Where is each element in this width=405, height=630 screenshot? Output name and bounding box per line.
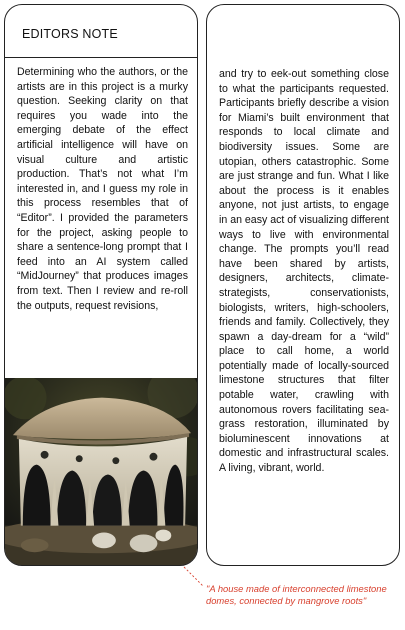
- panel-title: EDITORS NOTE: [22, 27, 118, 41]
- editors-note-panel: [4, 4, 198, 566]
- limestone-dome-house-image: [5, 378, 197, 565]
- panel-header: [5, 5, 197, 58]
- image-caption: "A house made of interconnected limestone domes, connected by mangrove roots": [206, 583, 387, 607]
- editors-note-text-part-1: Determining who the authors, or the artists are in this project is a murky question. Seeking clarity on that requires you wade into the emerging debate of the effect artificial intelligence will have on visual culture and artistic production. That’s not what I’m interested in, and I guess my role in this process resembles that of “Editor”. I provided the parameters for the project, asking people to share a sentence-long prompt that I feed into an AI system called “MidJourney” that produces images from text. Then I review and re-roll the outputs, request revisions,: [17, 66, 188, 312]
- editors-note-text-part-2: and try to eek-out something close to what the participants requested. Participants briefly describe a vision for Miami’s built environment that responds to local climate and biodiversity issues. Some are utopian, others catastrophic. Some are just strange and fun. What I like about the process is it enables anyone, not just artists, to engage in an easy act of visualizing different ways to live with environmental change. The prompts you’ll read have been shared by artists, designers, architects, climate-strategists, conservationists, biologists, writers, high-schoolers, friends and family. Collectively, they spawn a day-dream for a “wild” place to call home, a world potentially made of locally-sourced limestone structures that filter potable water, crawling with autonomous rovers facilitating sea-grass restoration, illuminated by bioluminescent innovations at domestic and infrastructural scales. A living, vibrant, world.: [219, 68, 389, 475]
- editors-note-continued-panel: [206, 4, 400, 566]
